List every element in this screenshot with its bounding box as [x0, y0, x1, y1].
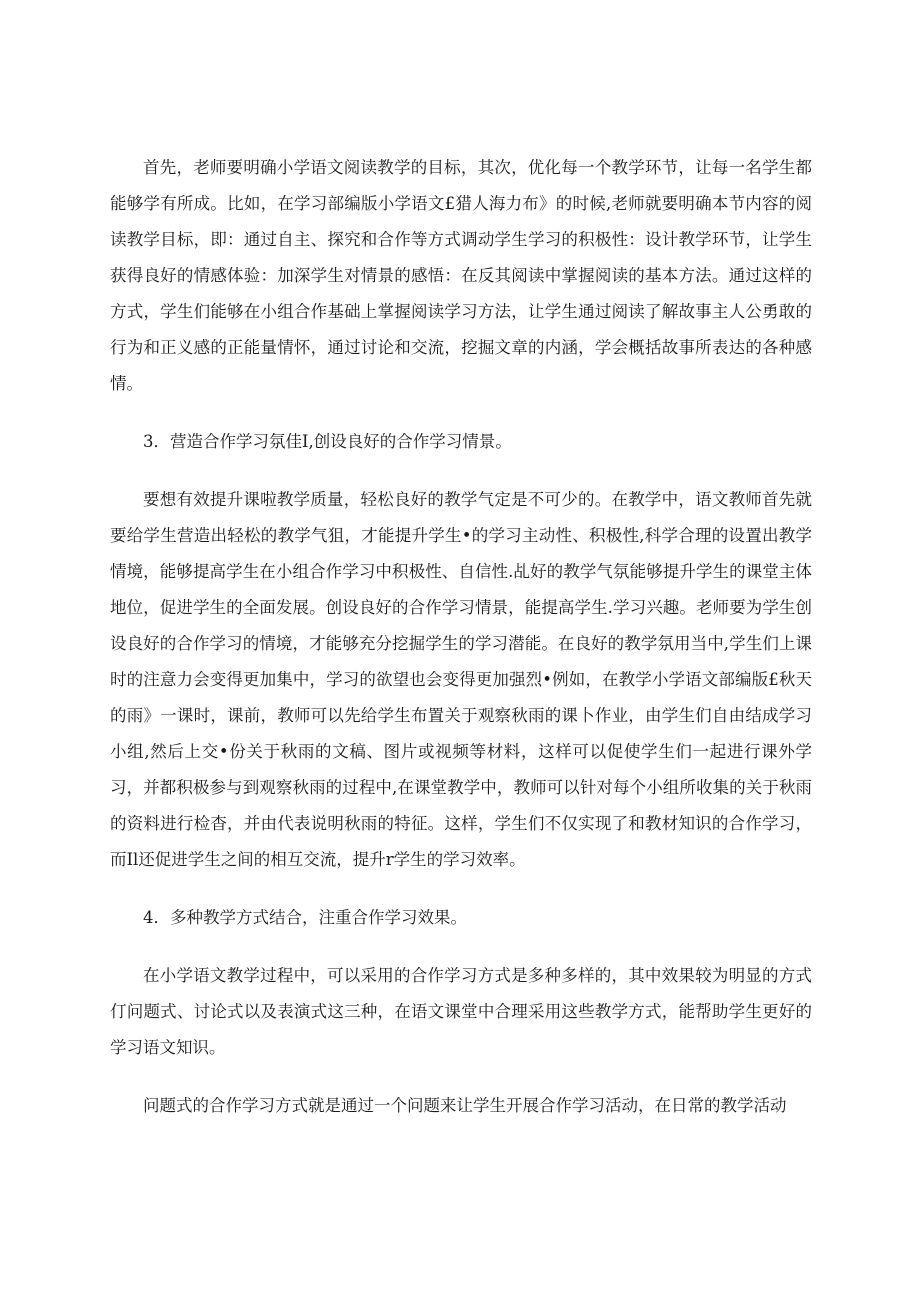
- section-heading-4: 4．多种教学方式结合，注重合作学习效果。: [143, 908, 467, 927]
- paragraph-methods: 在小学语文教学过程中，可以采用的合作学习方式是多种多样的，其中效果较为明显的方式仃问题式、讨论式以及表演式这三种，在语文课堂中合理采用这些教学方式，能帮助学生更好的学习语文知识。: [110, 966, 812, 1057]
- section-heading-3: 3．营造合作学习氛佳I,创设良好的合作学习情景。: [143, 432, 512, 451]
- paragraph-goals: 首先，老师要明确小学语文阅读教学的目标，其次，优化每一个教学环节，让每一名学生都能够学有所成。比如，在学习部编版小学语文£猎人海力布》的时候,老师就要明确本节内容的阅读教学目标，即：通过自主、探究和合作等方式调动学生学习的积极性：设计教学环节，让学生获得良好的情感体验：加深学生对情景的感悟：在反其阅读中掌握阅读的基本方法。通过这样的方式，学生们能够在小组合作基础上掌握阅读学习方法，让学生通过阅读了解故事主人公勇敢的行为和正义感的正能量情怀，通过讨论和交流，挖掘文章的内涵，学会概括故事所表达的各种感情。: [110, 158, 812, 393]
- paragraph-question-method: 问题式的合作学习方式就是通过一个问题来让学生开展合作学习活动，在日常的教学活动: [143, 1096, 787, 1115]
- paragraph-atmosphere: 要想有效提升课啦教学质量，轻松良好的教学气定是不可少的。在教学中，语文教师首先就要给学生营造出轻松的教学气狙，才能提升学生•的学习主动性、积极性,科学合理的设置出教学情境，能够提高学生在小组合作学习中积极性、自信性.乩好的教学气氛能够提升学生的课堂主体地位，促进学生的全面发展。创设良好的合作学习情景，能提高学生.学习兴趣。老师要为学生创设良好的合作学习的情境，才能够充分挖掘学生的学习潜能。在良好的教学氛用当中,学生们上课时的注意力会变得更加集中，学习的欲望也会变得更加强烈•例如，在教学小学语文部编版£秋天的雨》一课时，课前，教师可以先给学生布置关于观察秋雨的课卜作业，由学生们自由结成学习小组,然后上交•份关于秋雨的文稿、图片或视频等材料，这样可以促使学生们一起进行课外学习，并都积极参与到观察秋雨的过程中,在课堂教学中，教师可以针对每个小组所收集的关于秋雨的资料进行检杳，并由代表说明秋雨的特征。这样，学生们不仅实现了和教材知识的合作学习，而Il还促进学生之间的相互交流，提升r学生的学习效率。: [110, 490, 812, 869]
- document-body: [110, 150, 812, 1146]
